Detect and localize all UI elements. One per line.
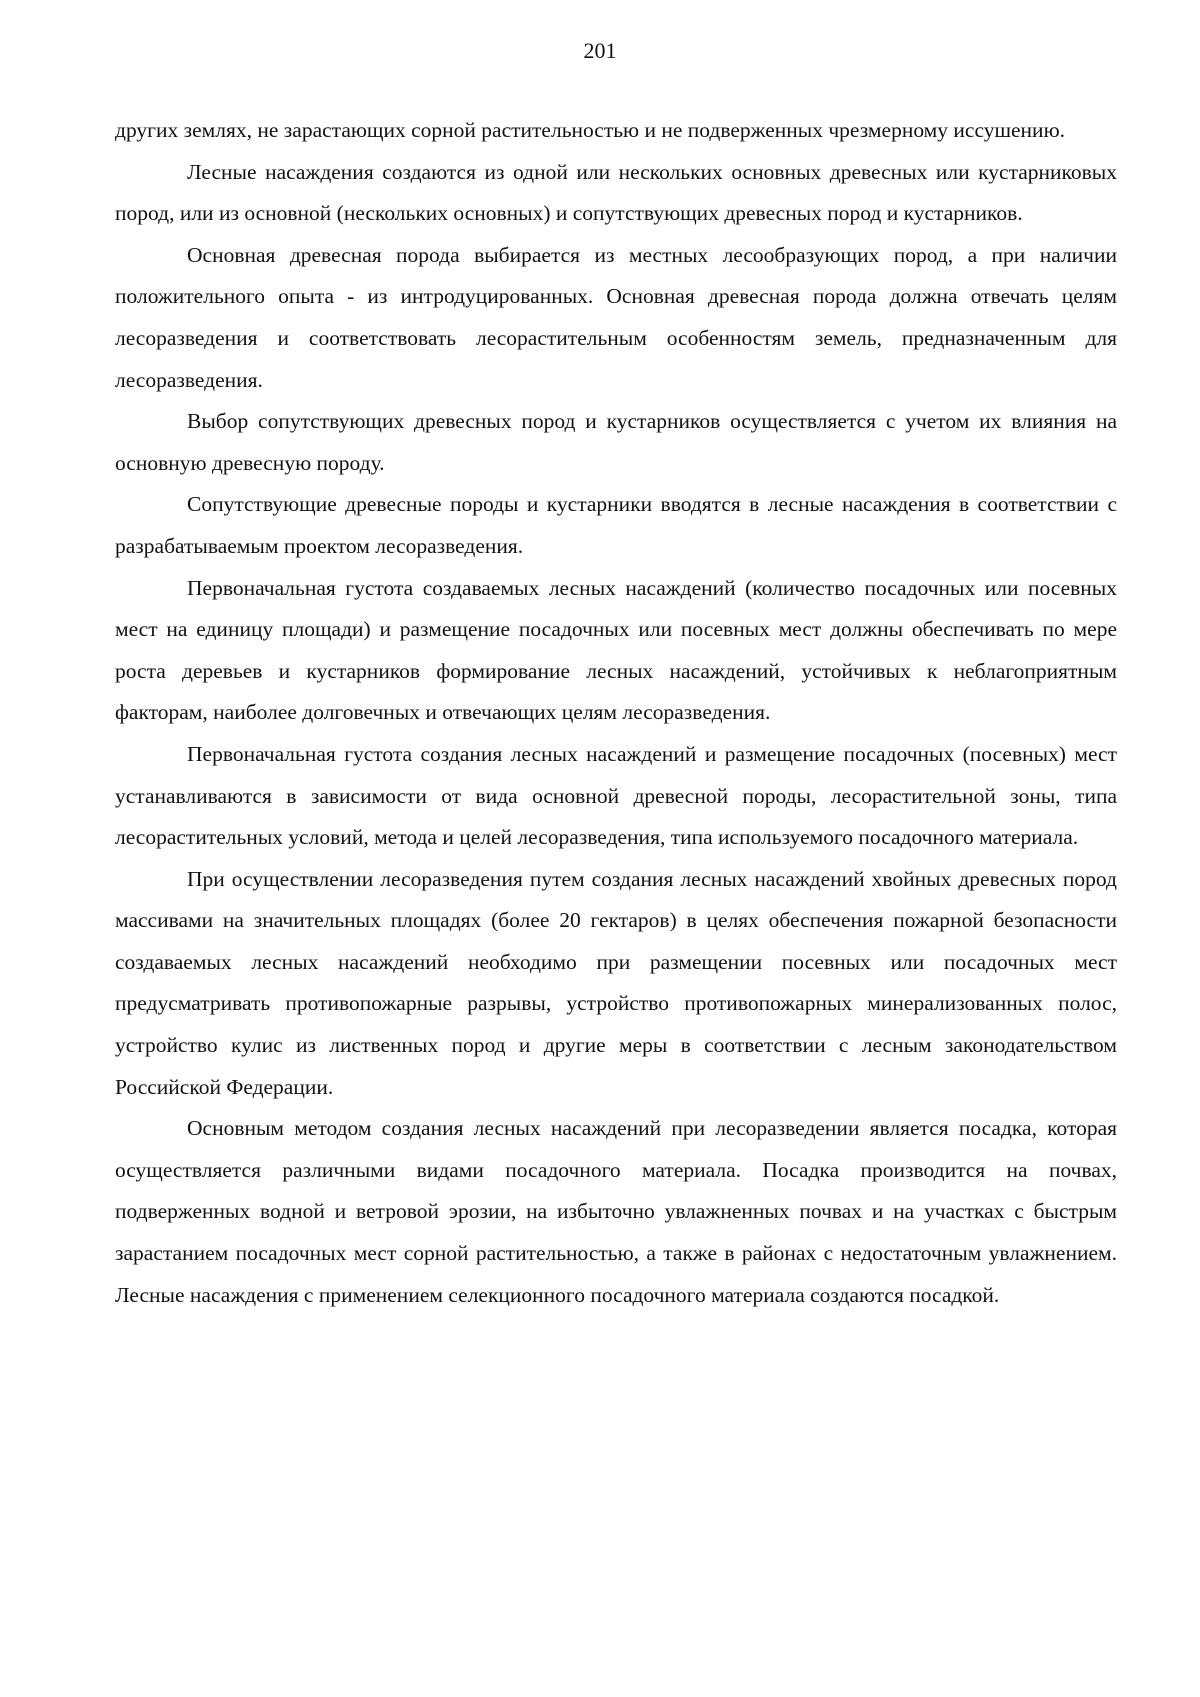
document-body	[115, 110, 1117, 1316]
page-number: 201	[583, 38, 617, 63]
paragraph-main-species: Основная древесная порода выбирается из местных лесообразующих пород, а при наличии положительного опыта - из интродуцированных. Основная древесная порода должна отвечать целям лесоразведения и соответствовать лесорастительным особенностям земель, предназначенным для лесоразведения.	[115, 242, 1117, 392]
paragraph-companion-selection: Выбор сопутствующих древесных пород и кустарников осуществляется с учетом их влияния на основную древесную породу.	[115, 409, 1117, 475]
paragraph-fire-safety: При осуществлении лесоразведения путем создания лесных насаждений хвойных древесных пород массивами на значительных площадях (более 20 гектаров) в целях обеспечения пожарной безопасности создаваемых лесных насаждений необходимо при размещении посевных или посадочных мест предусматривать противопожарные разрывы, устройство противопожарных минерализованных полос, устройство кулис из лиственных пород и другие меры в соответствии с лесным законодательством Российской Федерации.	[115, 866, 1117, 1099]
paragraph-initial-density: Первоначальная густота создаваемых лесных насаждений (количество посадочных или посевных мест на единицу площади) и размещение посадочных или посевных мест должны обеспечивать по мере роста деревьев и кустарников формирование лесных насаждений, устойчивых к неблагоприятным факторам, наиболее долговечных и отвечающих целям лесоразведения.	[115, 575, 1117, 725]
paragraph-continuation: других землях, не зарастающих сорной растительностью и не подверженных чрезмерному иссушению.	[115, 118, 1065, 142]
paragraph-species-composition: Лесные насаждения создаются из одной или нескольких основных древесных или кустарниковых пород, или из основной (нескольких основных) и сопутствующих древесных пород и кустарников.	[115, 159, 1117, 226]
paragraph-density-factors: Первоначальная густота создания лесных насаждений и размещение посадочных (посевных) мест устанавливаются в зависимости от вида основной древесной породы, лесорастительной зоны, типа лесорастительных условий, метода и целей лесоразведения, типа используемого посадочного материала.	[115, 741, 1117, 850]
paragraph-companion-introduction: Сопутствующие древесные породы и кустарники вводятся в лесные насаждения в соответствии с разрабатываемым проектом лесоразведения.	[115, 492, 1117, 558]
paragraph-planting-method: Основным методом создания лесных насаждений при лесоразведении является посадка, которая осуществляется различными видами посадочного материала. Посадка производится на почвах, подверженных водной и ветровой эрозии, на избыточно увлажненных почвах и на участках с быстрым зарастанием посадочных мест сорной растительностью, а также в районах с недостаточным увлажнением. Лесные насаждения с применением селекционного посадочного материала создаются посадкой.	[115, 1116, 1117, 1307]
